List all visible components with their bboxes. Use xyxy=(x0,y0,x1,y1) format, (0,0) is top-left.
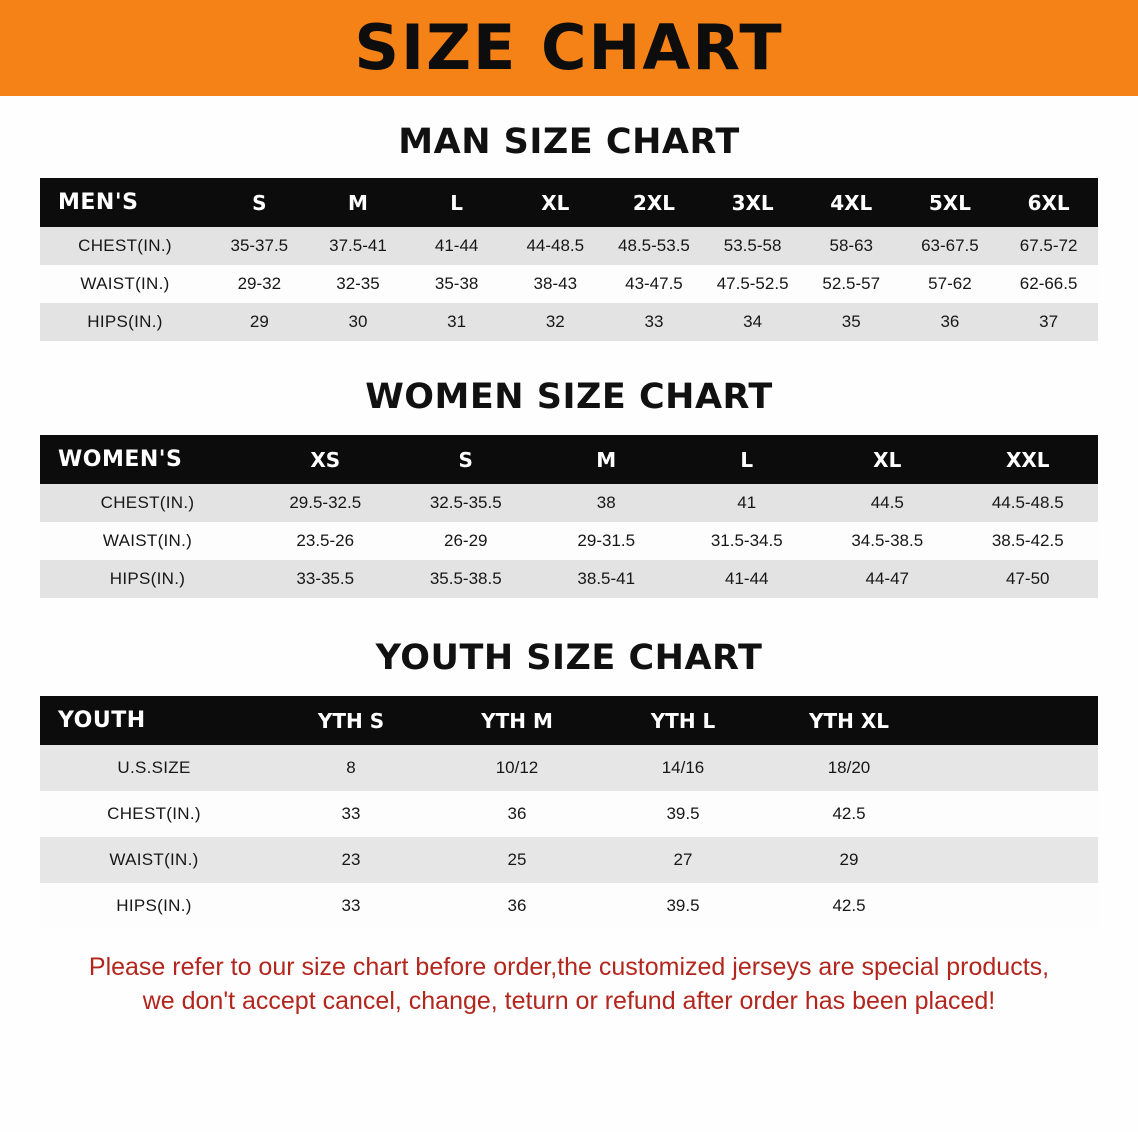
men-r2-c0: 29 xyxy=(210,303,309,341)
women-r2-c5: 47-50 xyxy=(958,560,1099,598)
men-r0-c4: 48.5-53.5 xyxy=(605,227,704,265)
men-row-1-label: WAIST(IN.) xyxy=(40,265,210,303)
men-col-8: 6XL xyxy=(999,178,1098,227)
men-r2-c6: 35 xyxy=(802,303,901,341)
table-row xyxy=(40,227,1098,265)
women-size-table-wrap xyxy=(40,435,1098,598)
youth-col-0: YTH S xyxy=(268,696,434,745)
men-r1-c4: 43-47.5 xyxy=(605,265,704,303)
women-row-0-label: CHEST(IN.) xyxy=(40,484,255,522)
women-r0-c4: 44.5 xyxy=(817,484,958,522)
youth-row-2-label: WAIST(IN.) xyxy=(40,837,268,883)
women-r1-c5: 38.5-42.5 xyxy=(958,522,1099,560)
table-header-row xyxy=(40,178,1098,227)
youth-row-3-label: HIPS(IN.) xyxy=(40,883,268,929)
youth-size-table xyxy=(40,696,1098,929)
women-r2-c3: 41-44 xyxy=(677,560,818,598)
youth-r3-c1: 36 xyxy=(434,883,600,929)
youth-r2-c0: 23 xyxy=(268,837,434,883)
men-r0-c8: 67.5-72 xyxy=(999,227,1098,265)
youth-r0-c3: 18/20 xyxy=(766,745,932,791)
youth-r1-spacer xyxy=(932,791,1098,837)
youth-r3-c3: 42.5 xyxy=(766,883,932,929)
women-r0-c0: 29.5-32.5 xyxy=(255,484,396,522)
man-section-title: MAN SIZE CHART xyxy=(398,122,740,162)
youth-r1-c0: 33 xyxy=(268,791,434,837)
youth-header-label: YOUTH xyxy=(40,696,268,745)
youth-section-title: YOUTH SIZE CHART xyxy=(375,638,763,678)
women-r2-c1: 35.5-38.5 xyxy=(396,560,537,598)
man-size-table-wrap xyxy=(40,178,1098,341)
table-row xyxy=(40,560,1098,598)
women-r1-c3: 31.5-34.5 xyxy=(677,522,818,560)
men-col-3: XL xyxy=(506,178,605,227)
men-r1-c0: 29-32 xyxy=(210,265,309,303)
youth-r1-c1: 36 xyxy=(434,791,600,837)
men-r0-c1: 37.5-41 xyxy=(309,227,408,265)
youth-r0-c2: 14/16 xyxy=(600,745,766,791)
men-r1-c5: 47.5-52.5 xyxy=(703,265,802,303)
table-header-row xyxy=(40,435,1098,484)
men-r2-c5: 34 xyxy=(703,303,802,341)
women-r1-c1: 26-29 xyxy=(396,522,537,560)
youth-col-2: YTH L xyxy=(600,696,766,745)
men-col-0: S xyxy=(210,178,309,227)
women-row-1-label: WAIST(IN.) xyxy=(40,522,255,560)
men-col-4: 2XL xyxy=(605,178,704,227)
youth-r2-spacer xyxy=(932,837,1098,883)
table-row xyxy=(40,745,1098,791)
table-row xyxy=(40,883,1098,929)
men-r0-c5: 53.5-58 xyxy=(703,227,802,265)
men-col-5: 3XL xyxy=(703,178,802,227)
women-row-2-label: HIPS(IN.) xyxy=(40,560,255,598)
men-col-1: M xyxy=(309,178,408,227)
men-col-2: L xyxy=(407,178,506,227)
table-row xyxy=(40,791,1098,837)
men-r0-c0: 35-37.5 xyxy=(210,227,309,265)
men-r1-c6: 52.5-57 xyxy=(802,265,901,303)
women-col-4: XL xyxy=(817,435,958,484)
youth-r2-c2: 27 xyxy=(600,837,766,883)
men-r2-c4: 33 xyxy=(605,303,704,341)
men-r2-c3: 32 xyxy=(506,303,605,341)
table-row xyxy=(40,837,1098,883)
youth-col-3: YTH XL xyxy=(766,696,932,745)
men-col-6: 4XL xyxy=(802,178,901,227)
women-r1-c0: 23.5-26 xyxy=(255,522,396,560)
men-r2-c8: 37 xyxy=(999,303,1098,341)
women-col-3: L xyxy=(677,435,818,484)
youth-r3-c2: 39.5 xyxy=(600,883,766,929)
men-r0-c2: 41-44 xyxy=(407,227,506,265)
youth-r2-c1: 25 xyxy=(434,837,600,883)
women-r0-c3: 41 xyxy=(677,484,818,522)
women-r2-c4: 44-47 xyxy=(817,560,958,598)
page-title: SIZE CHART xyxy=(354,11,784,84)
youth-col-1: YTH M xyxy=(434,696,600,745)
men-r2-c1: 30 xyxy=(309,303,408,341)
youth-row-1-label: CHEST(IN.) xyxy=(40,791,268,837)
youth-r3-spacer xyxy=(932,883,1098,929)
table-row xyxy=(40,484,1098,522)
men-r1-c1: 32-35 xyxy=(309,265,408,303)
youth-row-0-label: U.S.SIZE xyxy=(40,745,268,791)
women-col-1: S xyxy=(396,435,537,484)
table-row xyxy=(40,522,1098,560)
men-r1-c3: 38-43 xyxy=(506,265,605,303)
youth-r1-c3: 42.5 xyxy=(766,791,932,837)
men-r0-c6: 58-63 xyxy=(802,227,901,265)
women-r0-c5: 44.5-48.5 xyxy=(958,484,1099,522)
women-col-0: XS xyxy=(255,435,396,484)
women-col-5: XXL xyxy=(958,435,1099,484)
disclaimer-line-2: we don't accept cancel, change, teturn or refund after order has been placed! xyxy=(142,986,996,1015)
youth-r0-c0: 8 xyxy=(268,745,434,791)
youth-r3-c0: 33 xyxy=(268,883,434,929)
women-size-table xyxy=(40,435,1098,598)
table-header-row xyxy=(40,696,1098,745)
man-size-table xyxy=(40,178,1098,341)
youth-col-spacer xyxy=(932,696,1098,745)
men-r1-c8: 62-66.5 xyxy=(999,265,1098,303)
men-r1-c7: 57-62 xyxy=(901,265,1000,303)
men-col-7: 5XL xyxy=(901,178,1000,227)
men-r0-c3: 44-48.5 xyxy=(506,227,605,265)
men-row-0-label: CHEST(IN.) xyxy=(40,227,210,265)
youth-r0-c1: 10/12 xyxy=(434,745,600,791)
women-col-2: M xyxy=(536,435,677,484)
women-r1-c2: 29-31.5 xyxy=(536,522,677,560)
disclaimer-note xyxy=(34,951,1104,1019)
table-row xyxy=(40,303,1098,341)
women-r2-c0: 33-35.5 xyxy=(255,560,396,598)
women-section-title: WOMEN SIZE CHART xyxy=(365,377,773,417)
women-r2-c2: 38.5-41 xyxy=(536,560,677,598)
men-r2-c2: 31 xyxy=(407,303,506,341)
men-r1-c2: 35-38 xyxy=(407,265,506,303)
women-r0-c1: 32.5-35.5 xyxy=(396,484,537,522)
table-row xyxy=(40,265,1098,303)
page-banner xyxy=(0,0,1138,96)
youth-r0-spacer xyxy=(932,745,1098,791)
men-r2-c7: 36 xyxy=(901,303,1000,341)
men-row-2-label: HIPS(IN.) xyxy=(40,303,210,341)
women-r1-c4: 34.5-38.5 xyxy=(817,522,958,560)
women-r0-c2: 38 xyxy=(536,484,677,522)
disclaimer-line-1: Please refer to our size chart before order,the customized jerseys are special products, xyxy=(88,953,1050,981)
men-header-label: MEN'S xyxy=(40,178,210,227)
youth-size-table-wrap xyxy=(40,696,1098,929)
women-header-label: WOMEN'S xyxy=(40,435,255,484)
youth-r2-c3: 29 xyxy=(766,837,932,883)
youth-r1-c2: 39.5 xyxy=(600,791,766,837)
men-r0-c7: 63-67.5 xyxy=(901,227,1000,265)
